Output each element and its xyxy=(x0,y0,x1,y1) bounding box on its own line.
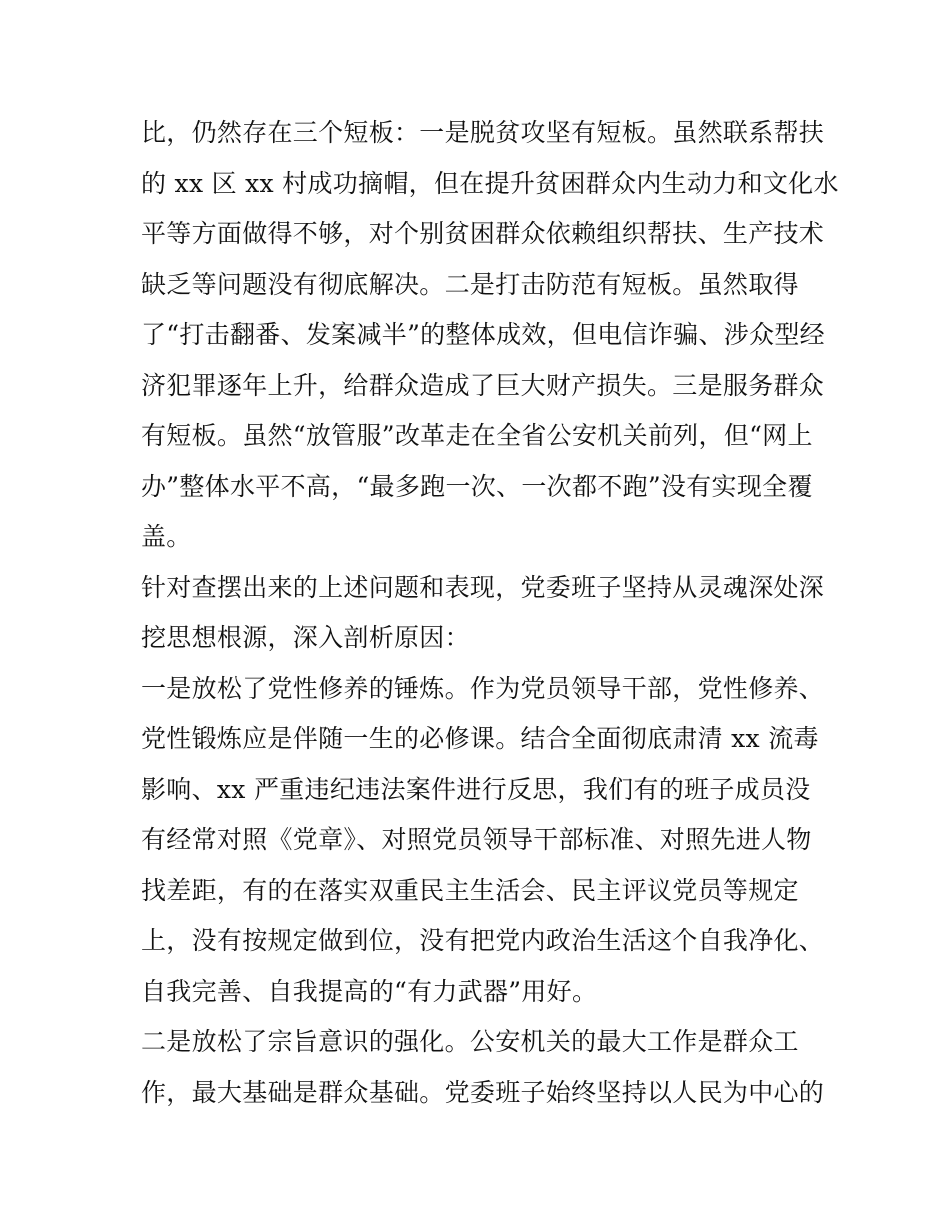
text-line: 办”整体水平不高，“最多跑一次、一次都不跑”没有实现全覆 xyxy=(141,471,813,501)
text-line: 缺乏等问题没有彻底解决。二是打击防范有短板。虽然取得 xyxy=(141,269,799,299)
text-line: 有短板。虽然“放管服”改革走在全省公安机关前列，但“网上 xyxy=(141,421,813,450)
text-line: 比，仍然存在三个短板：一是脱贫攻坚有短板。虽然联系帮扶 xyxy=(141,118,825,147)
text-line: 济犯罪逐年上升，给群众造成了巨大财产损失。三是服务群众 xyxy=(141,370,825,400)
text-line: 自我完善、自我提高的“有力武器”用好。 xyxy=(141,976,598,1006)
text-line: 盖。 xyxy=(141,522,192,551)
text-line: 影响、xx 严重违纪违法案件进行反思，我们有的班子成员没 xyxy=(141,774,811,804)
text-line: 了“打击翻番、发案减半”的整体成效，但电信诈骗、涉众型经 xyxy=(141,320,825,349)
text-line: 挖思想根源，深入剖析原因： xyxy=(141,623,470,652)
text-line: 的 xx 区 xx 村成功摘帽，但在提升贫困群众内生动力和文化水 xyxy=(141,168,839,198)
body-text xyxy=(141,108,839,1118)
text-line: 二是放松了宗旨意识的强化。公安机关的最大工作是群众工 xyxy=(141,1027,799,1056)
text-line: 针对查摆出来的上述问题和表现，党委班子坚持从灵魂深处深 xyxy=(141,572,825,602)
text-line: 上，没有按规定做到位，没有把党内政治生活这个自我净化、 xyxy=(141,926,825,955)
text-line: 平等方面做得不够，对个别贫困群众依赖组织帮扶、生产技术 xyxy=(141,219,825,248)
text-line: 有经常对照《党章》、对照党员领导干部标准、对照先进人物 xyxy=(141,825,812,854)
text-line: 党性锻炼应是伴随一生的必修课。结合全面彻底肃清 xx 流毒 xyxy=(141,724,819,753)
text-line: 找差距，有的在落实双重民主生活会、民主评议党员等规定 xyxy=(141,875,799,905)
text-line: 一是放松了党性修养的锤炼。作为党员领导干部，党性修养、 xyxy=(141,673,825,703)
text-line: 作，最大基础是群众基础。党委班子始终坚持以人民为中心的 xyxy=(141,1077,825,1107)
